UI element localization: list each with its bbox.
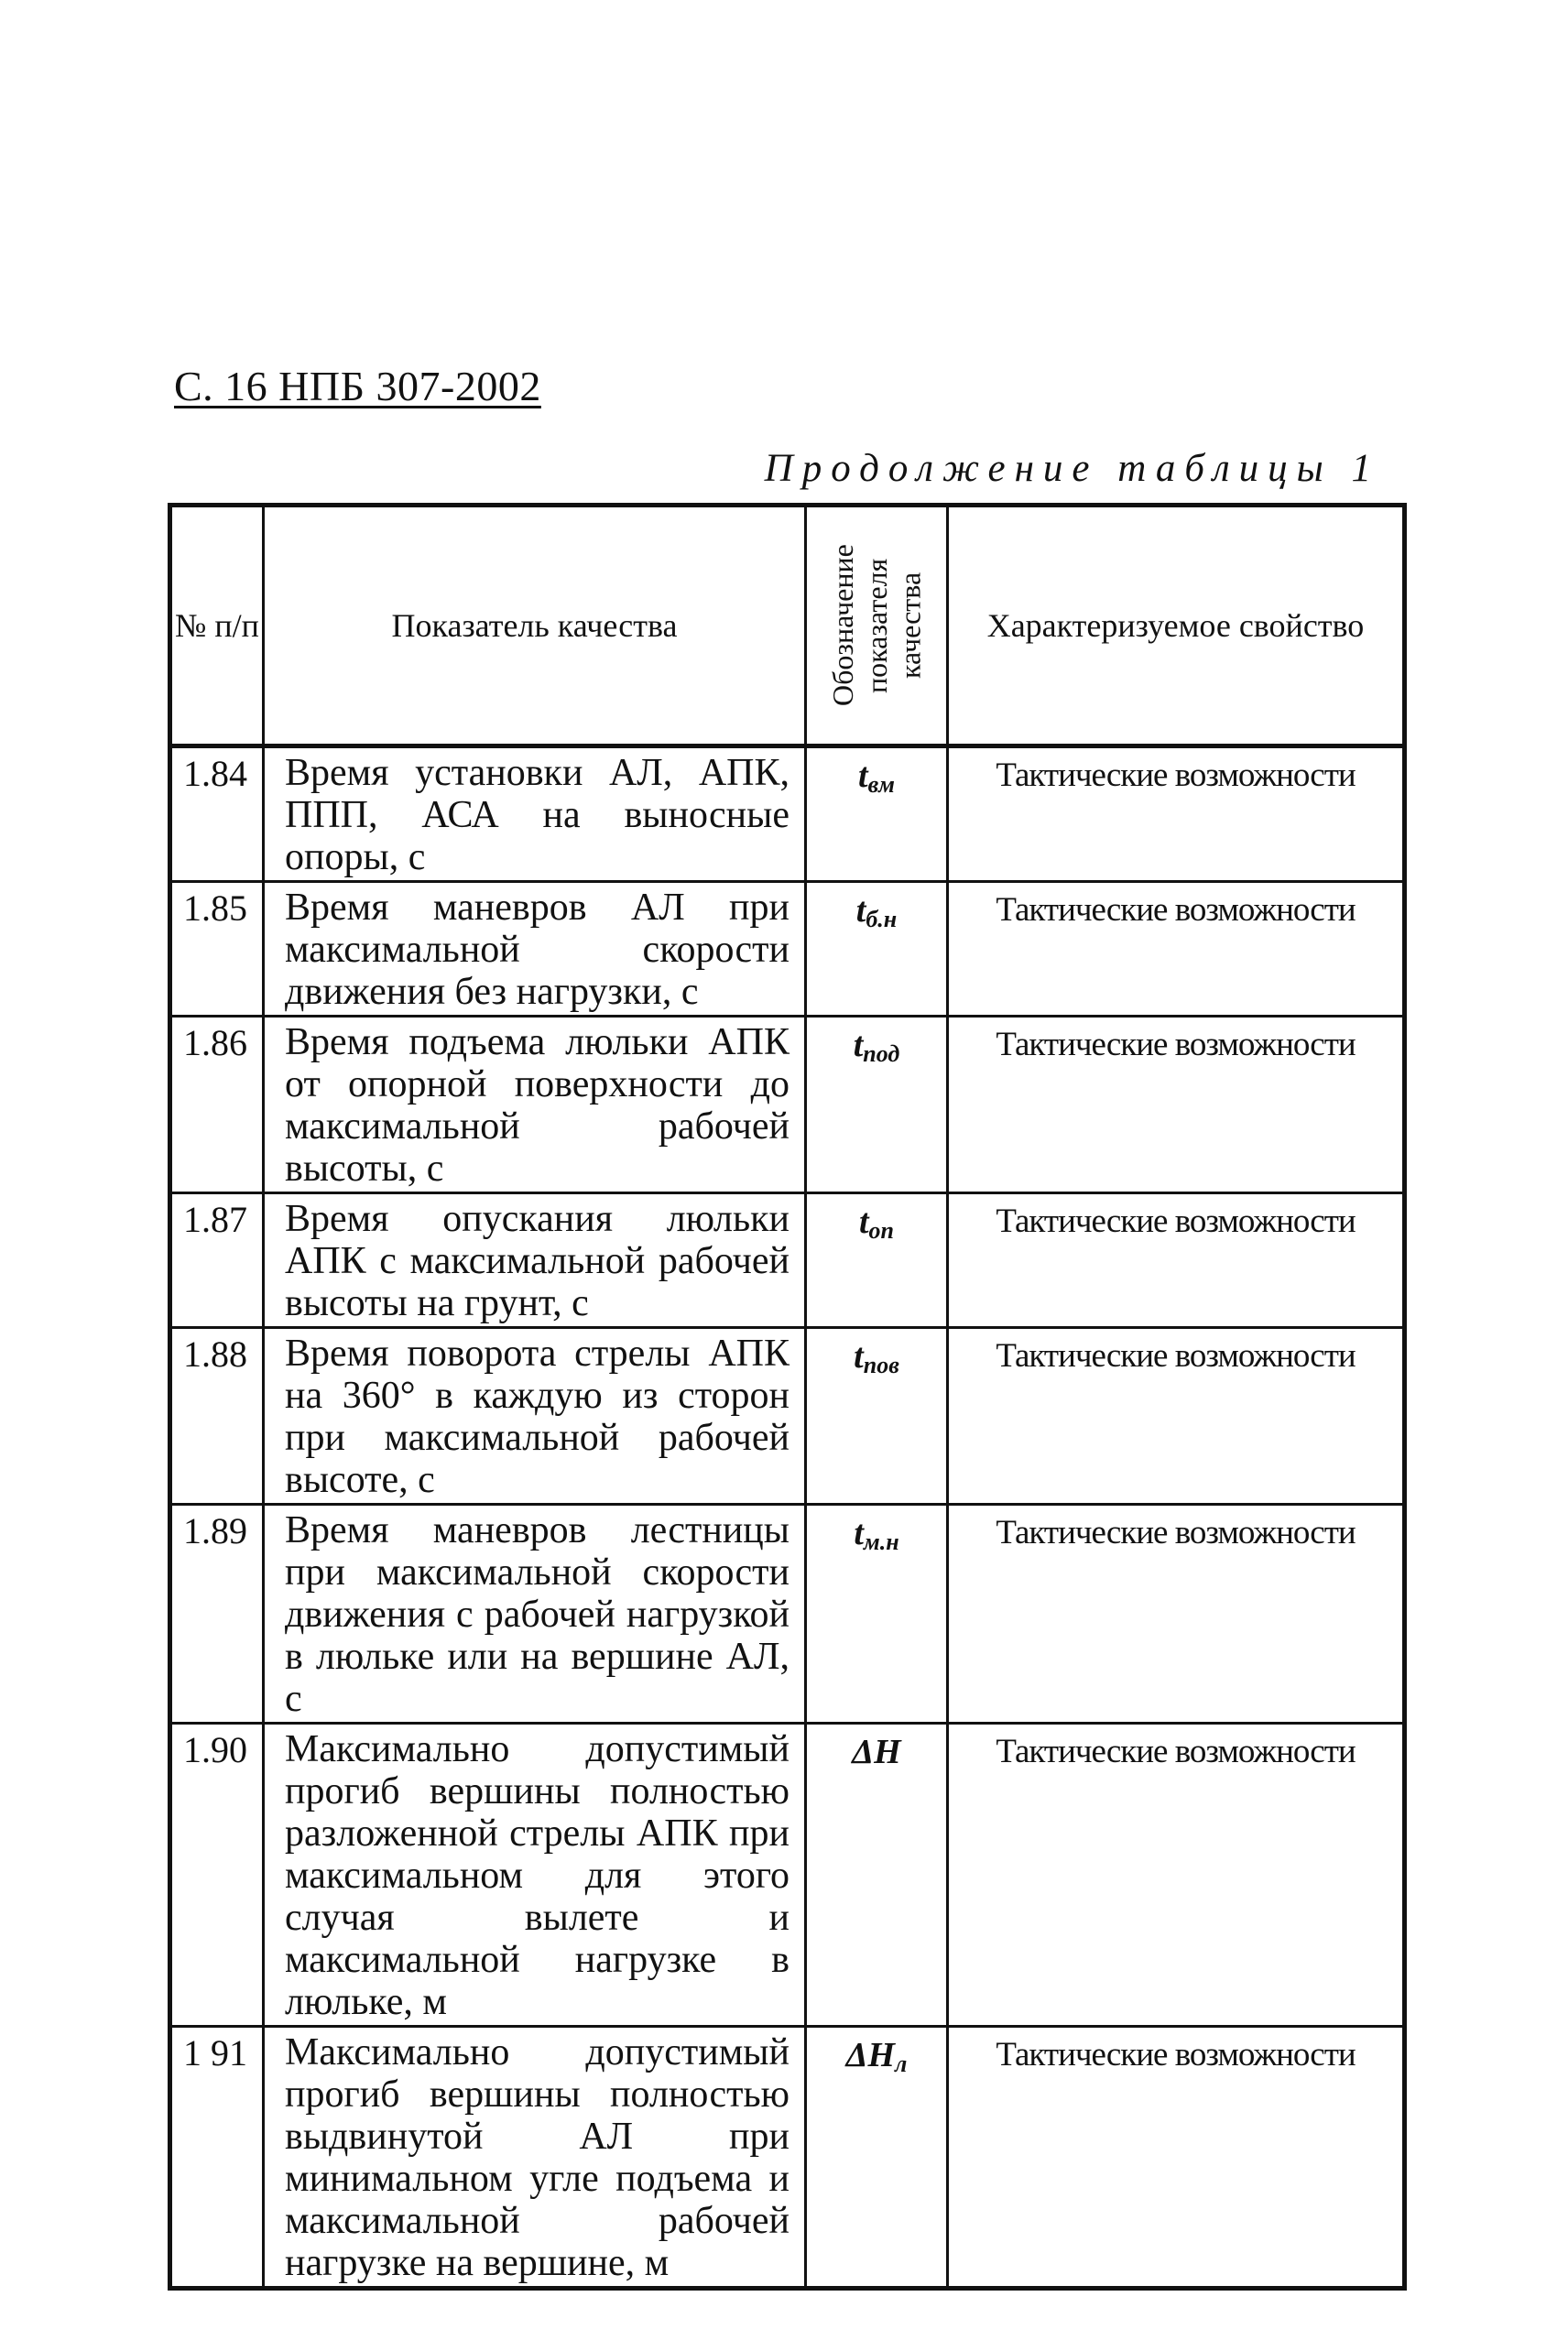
- col-header-symbol-text: Обозначение показателя качества: [825, 544, 927, 707]
- col-header-num: № п/п: [170, 506, 264, 746]
- row-symbol: $t_{пов}$: [806, 1328, 948, 1505]
- row-symbol: ΔH: [806, 1724, 948, 2027]
- table-row: [170, 2027, 1405, 2289]
- row-indicator: Время маневров лестницы при максимальной скорости движения с рабочей нагрузкой в люльке или на вершине АЛ, с: [264, 1505, 806, 1724]
- row-number: 1 91: [170, 2027, 264, 2289]
- row-indicator: Время поворота стрелы АПК на 360° в каждую из сторон при максимальной рабочей высоте, с: [264, 1328, 806, 1505]
- row-property: Тактические возможности: [948, 746, 1405, 882]
- row-property: Тактические возможности: [948, 1505, 1405, 1724]
- row-indicator: Время подъема люльки АПК от опорной поверхности до максимальной рабочей высоты, с: [264, 1017, 806, 1193]
- row-symbol: $t_{б.н}$: [806, 882, 948, 1017]
- row-indicator: Максимально допустимый прогиб вершины полностью выдвинутой АЛ при минимальном угле подъема и максимальной рабочей нагрузке на вершине, м: [264, 2027, 806, 2289]
- row-symbol: $t_{под}$: [806, 1017, 948, 1193]
- table-row: [170, 882, 1405, 1017]
- row-property: Тактические возможности: [948, 2027, 1405, 2289]
- quality-indicators-table: [168, 503, 1407, 2291]
- row-number: 1.87: [170, 1193, 264, 1328]
- row-property: Тактические возможности: [948, 1193, 1405, 1328]
- row-property: Тактические возможности: [948, 1724, 1405, 2027]
- table-row: [170, 1017, 1405, 1193]
- table-row: [170, 1505, 1405, 1724]
- table-row: [170, 1328, 1405, 1505]
- row-symbol: $t_{оп}$: [806, 1193, 948, 1328]
- row-number: 1.84: [170, 746, 264, 882]
- col-header-property: Характеризуемое свойство: [948, 506, 1405, 746]
- row-property: Тактические возможности: [948, 882, 1405, 1017]
- table-row: [170, 1193, 1405, 1328]
- row-number: 1.86: [170, 1017, 264, 1193]
- row-indicator: Время маневров АЛ при максимальной скорости движения без нагрузки, с: [264, 882, 806, 1017]
- table-row: [170, 1724, 1405, 2027]
- table-continuation-caption: Продолжение таблицы 1: [764, 447, 1380, 490]
- row-indicator: Время установки АЛ, АПК, ППП, АСА на выносные опоры, с: [264, 746, 806, 882]
- row-indicator: Время опускания люльки АПК с максимальной рабочей высоты на грунт, с: [264, 1193, 806, 1328]
- table-header-row: [170, 506, 1405, 746]
- row-number: 1.89: [170, 1505, 264, 1724]
- row-property: Тактические возможности: [948, 1017, 1405, 1193]
- col-header-symbol: [806, 506, 948, 746]
- table-row: [170, 746, 1405, 882]
- row-symbol: $\Delta H_л$: [806, 2027, 948, 2289]
- row-number: 1.88: [170, 1328, 264, 1505]
- row-number: 1.85: [170, 882, 264, 1017]
- row-property: Тактические возможности: [948, 1328, 1405, 1505]
- page-header: С. 16 НПБ 307-2002: [174, 363, 541, 409]
- row-symbol: $t_{м.н}$: [806, 1505, 948, 1724]
- row-number: 1.90: [170, 1724, 264, 2027]
- row-symbol: $t_{вм}$: [806, 746, 948, 882]
- col-header-indicator: Показатель качества: [264, 506, 806, 746]
- row-indicator: Максимально допустимый прогиб вершины полностью разложенной стрелы АПК при максимальном для этого случая вылете и максимальной нагрузке в люльке, м: [264, 1724, 806, 2027]
